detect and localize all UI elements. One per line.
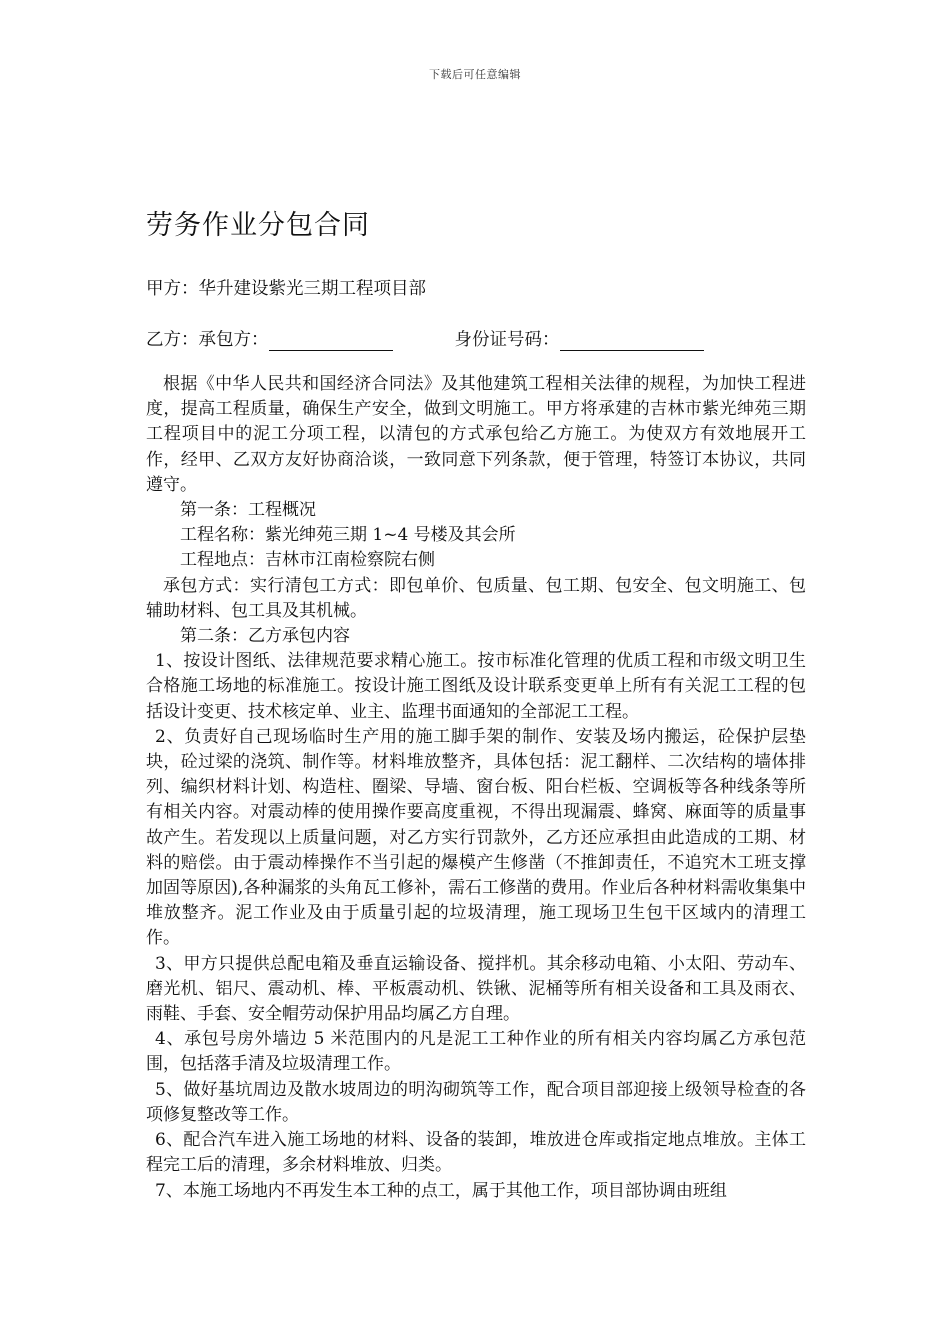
party-a-line: 甲方：华升建设紫光三期工程项目部 (146, 279, 426, 299)
id-number-label: 身份证号码： (454, 330, 560, 350)
list-item: 3、甲方只提供总配电箱及垂直运输设备、搅拌机。其余移动电箱、小太阳、劳动车、磨光机、铝尺、震动机、棒、平板震动机、铁锹、泥桶等所有相关设备和工具及雨衣、雨鞋、手套、安全帽劳动保护用品均属乙方自理。 (146, 953, 806, 1025)
party-b-line (146, 326, 704, 351)
article-2-heading: 第二条：乙方承包内容 (180, 626, 350, 647)
list-item: 1、按设计图纸、法律规范要求精心施工。按市标准化管理的优质工程和市级文明卫生合格施工场地的标准施工。按设计施工图纸及设计联系变更单上所有有关泥工工程的包括设计变更、技术核定单、业主、监理书面通知的全部泥工工程。 (146, 651, 806, 722)
document-title: 劳务作业分包合同 (146, 210, 370, 241)
list-item: 5、做好基坑周边及散水坡周边的明沟砌筑等工作，配合项目部迎接上级领导检查的各项修复整改等工作。 (146, 1079, 806, 1125)
project-location-line: 工程地点：吉林市江南检察院右侧 (180, 550, 435, 571)
list-item: 6、配合汽车进入施工场地的材料、设备的装卸，堆放进仓库或指定地点堆放。主体工程完工后的清理，多余材料堆放、归类。 (146, 1130, 806, 1176)
list-item: 2、负责好自己现场临时生产用的施工脚手架的制作、安装及场内搬运，砼保护层垫块，砼过梁的浇筑、制作等。材料堆放整齐，具体包括：泥工翻样、二次结构的墙体排列、编织材料计划、构造柱、圈梁、导墙、窗台板、阳台栏板、空调板等各种线条等所有相关内容。对震动棒的使用操作要高度重视，不得出现漏震、蜂窝、麻面等的质量事故产生。若发现以上质量问题，对乙方实行罚款外，乙方还应承担由此造成的工期、材料的赔偿。由于震动棒操作不当引起的爆模产生修凿（不推卸责任，不追究木工班支撑加固等原因),各种漏浆的头角瓦工修补，需石工修凿的费用。作业后各种材料需收集集中堆放整齐。泥工作业及由于质量引起的垃圾清理，施工现场卫生包干区域内的清理工作。 (146, 726, 806, 949)
list-item: 4、承包号房外墙边 5 米范围内的凡是泥工工种作业的所有相关内容均属乙方承包范围，包括落手清及垃圾清理工作。 (146, 1029, 806, 1075)
list-item: 7、本施工场地内不再发生本工种的点工，属于其他工作，项目部协调由班组 (155, 1180, 727, 1201)
id-number-blank (560, 332, 704, 351)
contractor-name-blank (269, 332, 393, 351)
party-b-label: 乙方：承包方： (146, 330, 269, 350)
contract-body (146, 372, 806, 1204)
article-1-heading: 第一条：工程概况 (180, 500, 316, 521)
project-name-line: 工程名称：紫光绅苑三期 1~4 号楼及其会所 (180, 525, 516, 546)
contract-method-paragraph: 承包方式：实行清包工方式：即包单价、包质量、包工期、包安全、包文明施工、包辅助材料、包工具及其机械。 (146, 575, 806, 621)
page-header-note: 下载后可任意编辑 (429, 68, 521, 81)
intro-paragraph: 根据《中华人民共和国经济合同法》及其他建筑工程相关法律的规程，为加快工程进度，提高工程质量，确保生产安全，做到文明施工。甲方将承建的吉林市紫光绅苑三期工程项目中的泥工分项工程，以清包的方式承包给乙方施工。为使双方有效地展开工作，经甲、乙双方友好协商洽谈，一致同意下列条款，便于管理，特签订本协议，共同遵守。 (146, 374, 806, 495)
